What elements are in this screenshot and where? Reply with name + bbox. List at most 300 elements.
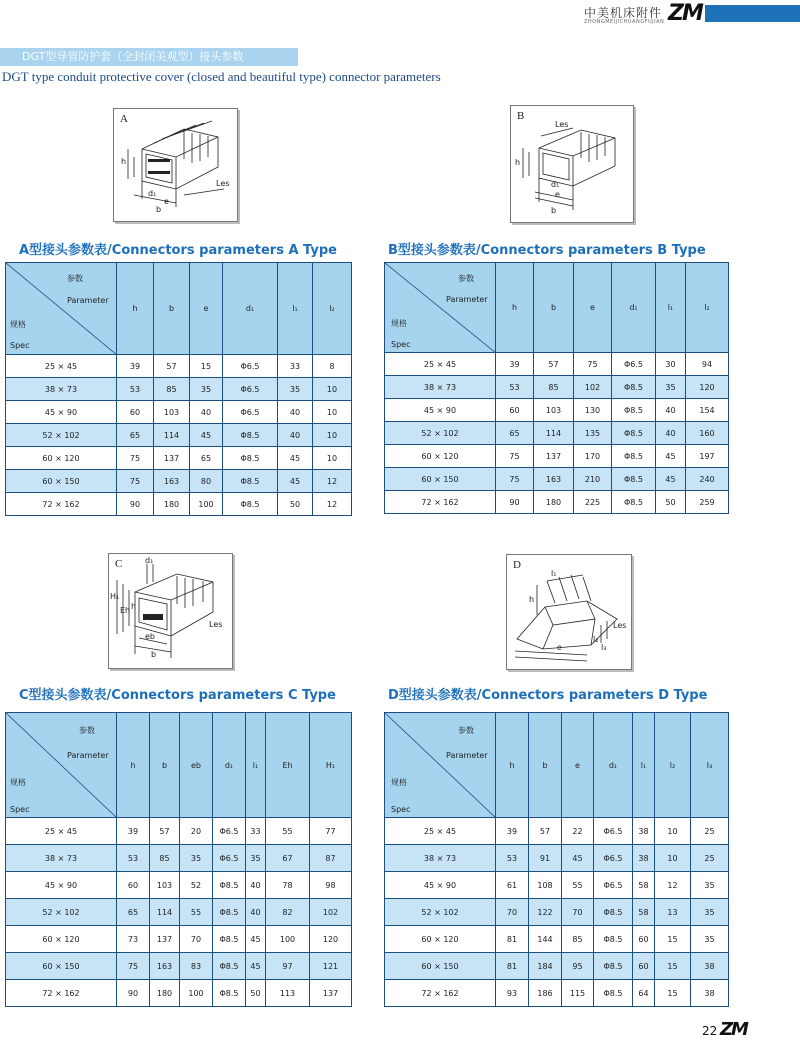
- section-title-cn: DGT型导管防护套（全封闭美观型）接头参数: [0, 48, 298, 66]
- parameter-table-c: [5, 712, 352, 1007]
- value-cell: 45: [562, 845, 594, 872]
- value-cell: Φ8.5: [213, 872, 246, 899]
- spec-cell: 25 × 45: [385, 353, 496, 376]
- col-header: b: [534, 263, 574, 353]
- value-cell: 184: [529, 953, 562, 980]
- value-cell: 197: [686, 445, 729, 468]
- value-cell: 15: [655, 980, 691, 1007]
- spec-cell: 45 × 90: [385, 872, 496, 899]
- value-cell: 40: [656, 422, 686, 445]
- value-cell: 40: [656, 399, 686, 422]
- col-header: l₁: [246, 713, 266, 818]
- corner-param-en: Parameter: [446, 295, 488, 304]
- col-header: l₁: [633, 713, 655, 818]
- value-cell: Φ6.5: [223, 378, 278, 401]
- table-row: [385, 445, 729, 468]
- col-header: d₁: [213, 713, 246, 818]
- col-header: b: [529, 713, 562, 818]
- connector-a-drawing: [114, 109, 237, 221]
- value-cell: 40: [190, 401, 223, 424]
- table-row: [385, 376, 729, 399]
- value-cell: 103: [154, 401, 190, 424]
- col-header: d₁: [612, 263, 656, 353]
- table-row: [6, 872, 352, 899]
- value-cell: 45: [246, 953, 266, 980]
- value-cell: 15: [655, 953, 691, 980]
- value-cell: 60: [117, 401, 154, 424]
- table-row: [385, 818, 729, 845]
- value-cell: 35: [278, 378, 313, 401]
- table-row: [385, 353, 729, 376]
- value-cell: 38: [691, 980, 729, 1007]
- value-cell: Φ8.5: [223, 470, 278, 493]
- value-cell: Φ8.5: [213, 953, 246, 980]
- spec-cell: 60 × 120: [385, 445, 496, 468]
- value-cell: 45: [246, 926, 266, 953]
- value-cell: 82: [266, 899, 310, 926]
- value-cell: Φ6.5: [594, 845, 633, 872]
- value-cell: Φ6.5: [594, 872, 633, 899]
- spec-cell: 72 × 162: [6, 493, 117, 516]
- table-a-title: A型接头参数表/Connectors parameters A Type: [19, 243, 337, 258]
- table-row: [385, 899, 729, 926]
- value-cell: 55: [180, 899, 213, 926]
- value-cell: 61: [496, 872, 529, 899]
- value-cell: 78: [266, 872, 310, 899]
- col-header: h: [117, 713, 150, 818]
- value-cell: 115: [562, 980, 594, 1007]
- section-title-en: DGT type conduit protective cover (closed and beautiful type) connector parameters: [2, 69, 441, 84]
- value-cell: 75: [117, 953, 150, 980]
- table-row: [385, 422, 729, 445]
- value-cell: Φ8.5: [612, 445, 656, 468]
- value-cell: Φ8.5: [213, 980, 246, 1007]
- value-cell: 39: [496, 818, 529, 845]
- value-cell: 57: [534, 353, 574, 376]
- spec-cell: 60 × 150: [6, 953, 117, 980]
- value-cell: 45: [278, 447, 313, 470]
- value-cell: 35: [656, 376, 686, 399]
- value-cell: 35: [180, 845, 213, 872]
- value-cell: 38: [633, 818, 655, 845]
- value-cell: 137: [310, 980, 352, 1007]
- value-cell: 65: [496, 422, 534, 445]
- value-cell: 40: [246, 899, 266, 926]
- value-cell: 10: [655, 845, 691, 872]
- spec-cell: 72 × 162: [385, 980, 496, 1007]
- value-cell: 90: [117, 980, 150, 1007]
- table-row: [6, 401, 352, 424]
- connector-diagram-c: [108, 553, 233, 669]
- value-cell: 25: [691, 845, 729, 872]
- spec-cell: 60 × 150: [6, 470, 117, 493]
- value-cell: 15: [190, 355, 223, 378]
- value-cell: 94: [686, 353, 729, 376]
- value-cell: 55: [266, 818, 310, 845]
- value-cell: 12: [313, 470, 352, 493]
- value-cell: 40: [278, 424, 313, 447]
- dim-d1: d₁: [145, 556, 154, 565]
- value-cell: 90: [117, 493, 154, 516]
- value-cell: Φ8.5: [213, 926, 246, 953]
- col-header: l₃: [691, 713, 729, 818]
- corner-spec-en: Spec: [391, 340, 411, 349]
- dim-h: h: [529, 595, 535, 604]
- dim-les: Les: [216, 179, 230, 188]
- value-cell: 60: [496, 399, 534, 422]
- value-cell: 35: [691, 899, 729, 926]
- col-header: b: [150, 713, 180, 818]
- corner-spec-en: Spec: [10, 805, 30, 814]
- diagram-c-label: C: [115, 558, 123, 570]
- value-cell: 73: [117, 926, 150, 953]
- value-cell: 45: [656, 468, 686, 491]
- table-row: [385, 980, 729, 1007]
- corner-param-en: Parameter: [67, 751, 109, 760]
- table-row: [6, 378, 352, 401]
- table-row: [385, 845, 729, 872]
- col-header: h: [117, 263, 154, 355]
- value-cell: 60: [117, 872, 150, 899]
- value-cell: 240: [686, 468, 729, 491]
- value-cell: 10: [313, 401, 352, 424]
- corner-spec-cn: 规格: [10, 320, 26, 329]
- page-number: 22: [702, 1024, 718, 1038]
- value-cell: Φ6.5: [213, 845, 246, 872]
- spec-cell: 38 × 73: [385, 376, 496, 399]
- value-cell: 35: [246, 845, 266, 872]
- value-cell: 10: [313, 424, 352, 447]
- value-cell: Φ6.5: [612, 353, 656, 376]
- corner-param-cn: 参数: [79, 726, 95, 735]
- col-header: Eh: [266, 713, 310, 818]
- value-cell: 85: [150, 845, 180, 872]
- value-cell: Φ6.5: [213, 818, 246, 845]
- spec-cell: 60 × 150: [385, 953, 496, 980]
- value-cell: Φ8.5: [213, 899, 246, 926]
- value-cell: 113: [266, 980, 310, 1007]
- value-cell: 30: [656, 353, 686, 376]
- value-cell: Φ8.5: [594, 926, 633, 953]
- value-cell: 77: [310, 818, 352, 845]
- connector-diagram-b: [510, 105, 634, 223]
- dim-b: b: [551, 206, 557, 215]
- dim-d1: d₁: [551, 180, 560, 189]
- value-cell: 180: [534, 491, 574, 514]
- value-cell: 87: [310, 845, 352, 872]
- value-cell: 85: [154, 378, 190, 401]
- table-row: [6, 980, 352, 1007]
- table-row: [385, 399, 729, 422]
- table-row: [6, 818, 352, 845]
- table-b-title: B型接头参数表/Connectors parameters B Type: [388, 243, 706, 258]
- value-cell: 137: [150, 926, 180, 953]
- value-cell: 45: [278, 470, 313, 493]
- value-cell: 98: [310, 872, 352, 899]
- col-header: e: [574, 263, 612, 353]
- col-header: H₁: [310, 713, 352, 818]
- value-cell: 100: [180, 980, 213, 1007]
- company-name-cn: 中美机床附件: [584, 6, 663, 20]
- value-cell: 33: [278, 355, 313, 378]
- value-cell: 81: [496, 926, 529, 953]
- value-cell: 35: [691, 872, 729, 899]
- value-cell: Φ8.5: [612, 468, 656, 491]
- corner-param-cn: 参数: [458, 726, 474, 735]
- corner-spec-cn: 规格: [391, 778, 407, 787]
- table-row: [385, 953, 729, 980]
- value-cell: 22: [562, 818, 594, 845]
- value-cell: 100: [190, 493, 223, 516]
- value-cell: 13: [655, 899, 691, 926]
- spec-cell: 52 × 102: [6, 424, 117, 447]
- spec-cell: 72 × 162: [6, 980, 117, 1007]
- value-cell: 12: [313, 493, 352, 516]
- spec-cell: 60 × 150: [385, 468, 496, 491]
- col-header: d₁: [594, 713, 633, 818]
- corner-spec-en: Spec: [10, 341, 30, 350]
- spec-cell: 25 × 45: [6, 818, 117, 845]
- value-cell: 10: [313, 378, 352, 401]
- value-cell: 144: [529, 926, 562, 953]
- value-cell: 210: [574, 468, 612, 491]
- value-cell: 85: [562, 926, 594, 953]
- spec-cell: 38 × 73: [6, 378, 117, 401]
- spec-cell: 60 × 120: [6, 926, 117, 953]
- value-cell: 75: [117, 447, 154, 470]
- value-cell: 163: [150, 953, 180, 980]
- corner-diagonal: [385, 713, 496, 818]
- col-header: e: [190, 263, 223, 355]
- value-cell: 259: [686, 491, 729, 514]
- value-cell: 10: [655, 818, 691, 845]
- dim-b: b: [156, 205, 162, 214]
- value-cell: 67: [266, 845, 310, 872]
- footer-logo: ZM: [720, 1019, 747, 1040]
- table-c-title: C型接头参数表/Connectors parameters C Type: [19, 688, 336, 703]
- diagram-d-label: D: [513, 559, 521, 571]
- table-row: [385, 872, 729, 899]
- value-cell: 70: [562, 899, 594, 926]
- value-cell: 135: [574, 422, 612, 445]
- value-cell: 114: [534, 422, 574, 445]
- table-row: [385, 468, 729, 491]
- value-cell: 83: [180, 953, 213, 980]
- spec-cell: 52 × 102: [385, 899, 496, 926]
- corner-header: [6, 713, 117, 818]
- value-cell: 52: [180, 872, 213, 899]
- table-row: [385, 926, 729, 953]
- spec-cell: 72 × 162: [385, 491, 496, 514]
- value-cell: 85: [534, 376, 574, 399]
- value-cell: 180: [150, 980, 180, 1007]
- value-cell: 114: [150, 899, 180, 926]
- value-cell: 65: [117, 899, 150, 926]
- spec-cell: 38 × 73: [385, 845, 496, 872]
- corner-spec-cn: 规格: [391, 319, 407, 328]
- corner-header: [385, 713, 496, 818]
- dim-h: h: [121, 157, 127, 166]
- value-cell: Φ6.5: [223, 401, 278, 424]
- value-cell: Φ8.5: [223, 493, 278, 516]
- value-cell: 70: [496, 899, 529, 926]
- spec-cell: 45 × 90: [385, 399, 496, 422]
- value-cell: 121: [310, 953, 352, 980]
- table-row: [6, 424, 352, 447]
- spec-cell: 25 × 45: [6, 355, 117, 378]
- corner-param-cn: 参数: [67, 274, 83, 283]
- value-cell: 160: [686, 422, 729, 445]
- col-header: d₁: [223, 263, 278, 355]
- value-cell: 65: [190, 447, 223, 470]
- corner-header: [6, 263, 117, 355]
- col-header: h: [496, 713, 529, 818]
- value-cell: 39: [117, 818, 150, 845]
- value-cell: 57: [529, 818, 562, 845]
- value-cell: 103: [150, 872, 180, 899]
- value-cell: 35: [691, 926, 729, 953]
- dim-e: e: [164, 197, 169, 206]
- diagram-b-label: B: [517, 110, 525, 122]
- value-cell: 45: [656, 445, 686, 468]
- value-cell: 114: [154, 424, 190, 447]
- diagram-a-label: A: [120, 113, 128, 125]
- col-header: l₂: [655, 713, 691, 818]
- value-cell: 103: [534, 399, 574, 422]
- spec-cell: 52 × 102: [385, 422, 496, 445]
- value-cell: 25: [691, 818, 729, 845]
- value-cell: 12: [655, 872, 691, 899]
- value-cell: 50: [656, 491, 686, 514]
- value-cell: 108: [529, 872, 562, 899]
- col-header: b: [154, 263, 190, 355]
- value-cell: 20: [180, 818, 213, 845]
- value-cell: 95: [562, 953, 594, 980]
- value-cell: 53: [117, 378, 154, 401]
- table-row: [6, 493, 352, 516]
- dim-b: b: [151, 650, 157, 659]
- value-cell: Φ8.5: [594, 899, 633, 926]
- dim-les: Les: [555, 120, 569, 129]
- connector-diagram-d: [506, 554, 632, 670]
- col-header: l₁: [656, 263, 686, 353]
- value-cell: Φ8.5: [612, 376, 656, 399]
- spec-cell: 60 × 120: [385, 926, 496, 953]
- value-cell: 53: [496, 845, 529, 872]
- corner-spec-en: Spec: [391, 805, 411, 814]
- connector-b-drawing: [511, 106, 633, 222]
- parameter-table-d: [384, 712, 729, 1007]
- value-cell: 75: [496, 468, 534, 491]
- value-cell: 90: [496, 491, 534, 514]
- value-cell: 100: [266, 926, 310, 953]
- value-cell: 70: [180, 926, 213, 953]
- value-cell: Φ8.5: [612, 422, 656, 445]
- value-cell: 40: [278, 401, 313, 424]
- value-cell: 91: [529, 845, 562, 872]
- value-cell: 38: [633, 845, 655, 872]
- connector-diagram-a: [113, 108, 238, 222]
- value-cell: 137: [534, 445, 574, 468]
- value-cell: 15: [655, 926, 691, 953]
- spec-cell: 45 × 90: [6, 401, 117, 424]
- value-cell: 75: [574, 353, 612, 376]
- value-cell: 163: [154, 470, 190, 493]
- value-cell: 58: [633, 899, 655, 926]
- corner-header: [385, 263, 496, 353]
- col-header: l₂: [686, 263, 729, 353]
- dim-Eh: Eh: [120, 606, 131, 615]
- dim-e: e: [555, 190, 560, 199]
- value-cell: 225: [574, 491, 612, 514]
- company-name-pinyin: ZHONGMEIJICHUANGFUJIAN: [584, 19, 665, 25]
- value-cell: 40: [246, 872, 266, 899]
- value-cell: 50: [278, 493, 313, 516]
- dim-d1: d₁: [148, 189, 157, 198]
- value-cell: 80: [190, 470, 223, 493]
- table-row: [6, 926, 352, 953]
- table-row: [6, 899, 352, 926]
- value-cell: 33: [246, 818, 266, 845]
- value-cell: Φ8.5: [594, 953, 633, 980]
- value-cell: Φ8.5: [612, 491, 656, 514]
- parameter-table-b: [384, 262, 729, 514]
- value-cell: 55: [562, 872, 594, 899]
- value-cell: 93: [496, 980, 529, 1007]
- table-d-title: D型接头参数表/Connectors parameters D Type: [388, 688, 708, 703]
- dim-les: Les: [613, 621, 627, 630]
- brand-logo: ZM: [668, 1, 702, 26]
- value-cell: Φ8.5: [594, 980, 633, 1007]
- value-cell: 53: [496, 376, 534, 399]
- dim-h: h: [131, 602, 137, 611]
- spec-cell: 45 × 90: [6, 872, 117, 899]
- value-cell: 186: [529, 980, 562, 1007]
- dim-eb: eb: [145, 632, 155, 641]
- table-row: [6, 355, 352, 378]
- col-header: e: [562, 713, 594, 818]
- value-cell: 64: [633, 980, 655, 1007]
- value-cell: 60: [633, 926, 655, 953]
- dim-h: h: [515, 158, 521, 167]
- spec-cell: 60 × 120: [6, 447, 117, 470]
- value-cell: 163: [534, 468, 574, 491]
- value-cell: 120: [310, 926, 352, 953]
- corner-param-en: Parameter: [67, 296, 109, 305]
- value-cell: 81: [496, 953, 529, 980]
- value-cell: 120: [686, 376, 729, 399]
- spec-cell: 38 × 73: [6, 845, 117, 872]
- col-header: l₂: [313, 263, 352, 355]
- value-cell: 122: [529, 899, 562, 926]
- dim-l3: l₃: [601, 643, 607, 652]
- corner-param-cn: 参数: [458, 274, 474, 283]
- value-cell: Φ6.5: [594, 818, 633, 845]
- value-cell: 58: [633, 872, 655, 899]
- value-cell: 53: [117, 845, 150, 872]
- table-row: [6, 447, 352, 470]
- value-cell: 10: [313, 447, 352, 470]
- table-row: [6, 953, 352, 980]
- value-cell: Φ8.5: [612, 399, 656, 422]
- dim-H1: H₁: [110, 592, 120, 601]
- value-cell: 102: [310, 899, 352, 926]
- corner-diagonal: [6, 713, 117, 818]
- value-cell: 60: [633, 953, 655, 980]
- value-cell: 102: [574, 376, 612, 399]
- value-cell: Φ8.5: [223, 424, 278, 447]
- table-row: [6, 845, 352, 872]
